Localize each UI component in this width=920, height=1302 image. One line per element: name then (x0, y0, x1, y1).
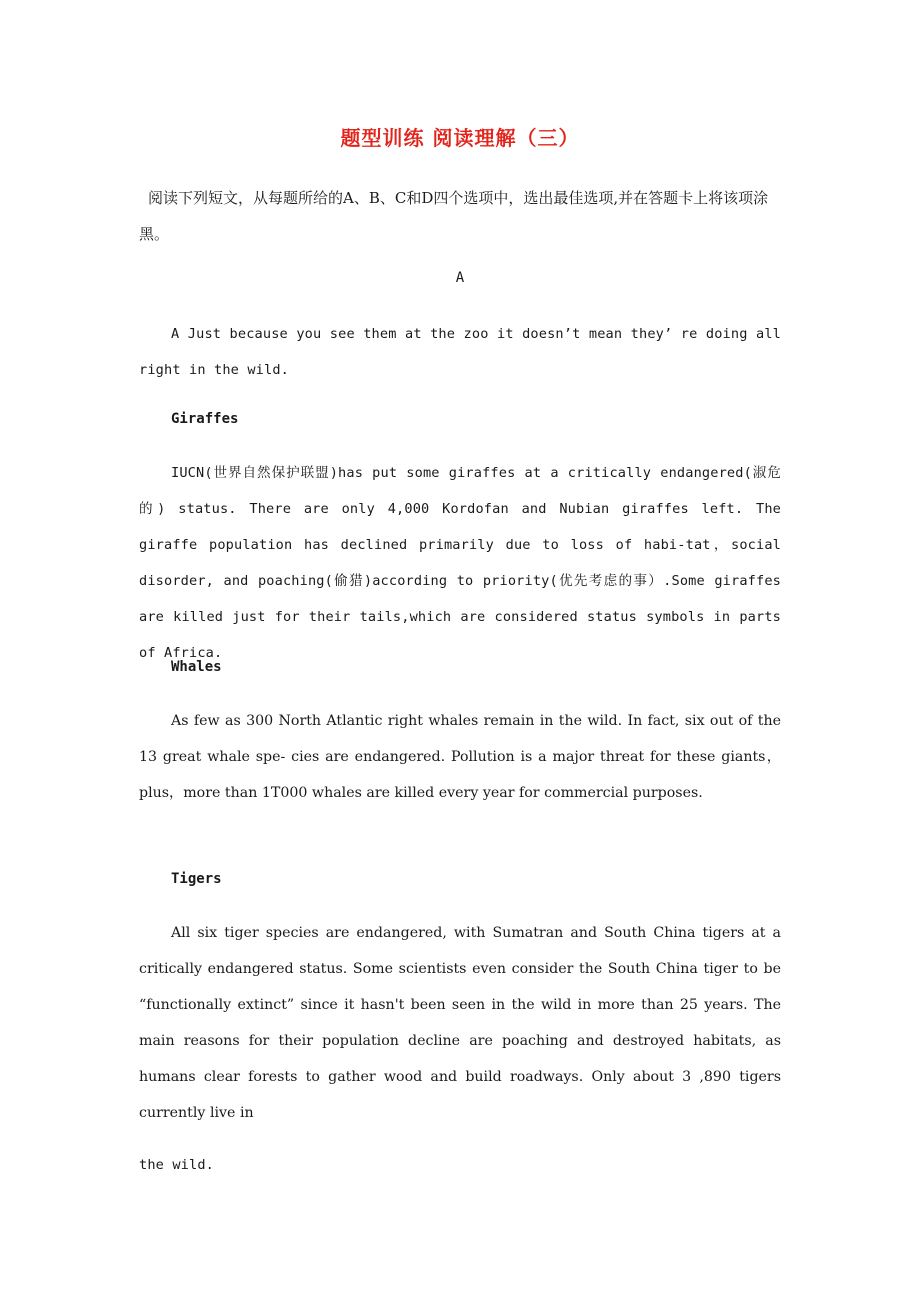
passage-intro: A Just because you see them at the zoo it doesn’t mean they’ re doing all right in the wild. (139, 326, 781, 378)
instructions-text: 阅读下列短文，从每题所给的A、B、C和D四个选项中，选出最佳选项,并在答题卡上将该项涂黑。 (139, 189, 769, 243)
section-body-whales: As few as 300 North Atlantic right whales remain in the wild. In fact, six out of the 13 great whale spe- cies are endangered. Pollution is a major threat for these giants，plus，more than 1T000 whales are killed every year for commercial purposes. (139, 713, 781, 801)
section-body-tigers-continuation: the wild. (139, 1157, 215, 1173)
section-heading-giraffes: Giraffes (171, 411, 239, 427)
section-body-giraffes: IUCN(世界自然保护联盟)has put some giraffes at a critically endangered(淑危的) status. There are only 4,000 Kordofan and Nubian giraffes left. The giraffe population has declined primarily due to loss of habi-tat，social disorder, and poaching(偷猎)according to priority(优先考虑的事）.Some giraffes are killed just for their tails,which are considered status symbols in parts of Africa. (139, 465, 781, 661)
section-body-tigers: All six tiger species are endangered, with Sumatran and South China tigers at a critically endangered status. Some scientists even consider the South China tiger to be “functionally extinct” since it hasn't been seen in the wild in more than 25 years. The main reasons for their population decline are poaching and destroyed habitats, as humans clear forests to gather wood and build roadways. Only about 3 ,890 tigers currently live in (139, 925, 781, 1121)
section-heading-tigers: Tigers (171, 871, 222, 887)
page-title: 题型训练 阅读理解（三） (340, 126, 580, 150)
section-heading-whales: Whales (171, 659, 222, 675)
passage-label: A (455, 270, 465, 286)
